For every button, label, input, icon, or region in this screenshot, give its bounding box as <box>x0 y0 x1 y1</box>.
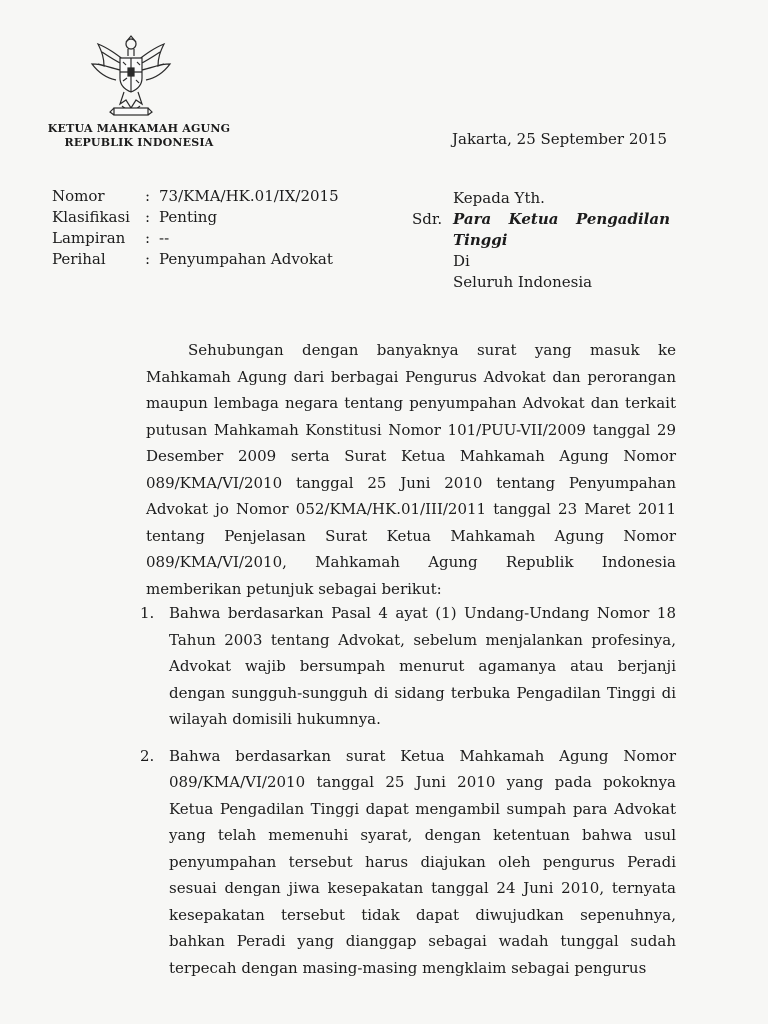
recipient-prefix: Sdr. <box>412 210 443 228</box>
meta-label: Perihal <box>52 250 106 268</box>
recipient-location-prefix: Di <box>453 252 470 270</box>
list-item-number: 1. <box>140 604 155 622</box>
list-item-text: Bahwa berdasarkan surat Ketua Mahkamah Agung Nomor 089/KMA/VI/2010 tanggal 25 Juni 2010 yang pada pokoknya Ketua Pengadilan Tinggi dapat mengambil sumpah para Advokat yang telah memenuhi syarat, dengan ketentuan bahwa usul penyumpahan tersebut harus diajukan oleh pengurus Peradi sesuai dengan jiwa kesepakatan tanggal 24 Juni 2010, ternyata kesepakatan tersebut tidak dapat diwujudkan sepenuhnya, bahkan Peradi yang dianggap sebagai wadah tunggal sudah terpecah dengan masing-masing mengklaim sebagai pengurus <box>169 746 676 977</box>
meta-label: Nomor <box>52 187 105 205</box>
letter-date: Jakarta, 25 September 2015 <box>452 130 667 148</box>
list-item-text: Bahwa berdasarkan Pasal 4 ayat (1) Undang-Undang Nomor 18 Tahun 2003 tentang Advokat, sebelum menjalankan profesinya, Advokat wajib bersumpah menurut agamanya atau berjanji dengan sungguh-sungguh di sidang terbuka Pengadilan Tinggi di wilayah domisili hukumnya. <box>169 604 676 728</box>
list-item-number: 2. <box>140 746 155 765</box>
recipient-location: Seluruh Indonesia <box>453 273 593 291</box>
letter-body <box>146 337 676 602</box>
list-item <box>140 743 676 982</box>
institution-name <box>34 122 244 150</box>
meta-row-klasifikasi <box>52 207 339 228</box>
letter-meta <box>52 186 339 270</box>
recipient-name: Para Ketua Pengadilan <box>453 210 670 228</box>
meta-row-lampiran <box>52 228 339 249</box>
meta-colon: : <box>145 187 151 205</box>
recipient-name-cont: Tinggi <box>453 231 508 249</box>
meta-value: -- <box>159 229 170 247</box>
meta-label: Lampiran <box>52 229 126 247</box>
recipient-block <box>412 188 672 293</box>
meta-colon: : <box>145 208 151 226</box>
meta-colon: : <box>145 229 151 247</box>
meta-row-perihal <box>52 249 339 270</box>
meta-row-nomor <box>52 186 339 207</box>
meta-colon: : <box>145 250 151 268</box>
instruction-list <box>140 600 676 991</box>
recipient-name-row <box>412 209 672 230</box>
recipient-greeting: Kepada Yth. <box>453 189 545 207</box>
meta-value: Penting <box>159 208 218 226</box>
meta-value: 73/KMA/HK.01/IX/2015 <box>159 187 339 205</box>
intro-paragraph: Sehubungan dengan banyaknya surat yang masuk ke Mahkamah Agung dari berbagai Pengurus Advokat dan perorangan maupun lembaga negara tentang penyumpahan Advokat dan terkait putusan Mahkamah Konstitusi Nomor 101/PUU-VII/2009 tanggal 29 Desember 2009 serta Surat Ketua Mahkamah Agung Nomor 089/KMA/VI/2010 tanggal 25 Juni 2010 tentang Penyumpahan Advokat jo Nomor 052/KMA/HK.01/III/2011 tanggal 23 Maret 2011 tentang Penjelasan Surat Ketua Mahkamah Agung Nomor 089/KMA/VI/2010, Mahkamah Agung Republik Indonesia memberikan petunjuk sebagai berikut: <box>146 341 676 598</box>
list-item <box>140 600 676 733</box>
meta-value: Penyumpahan Advokat <box>159 250 333 268</box>
garuda-emblem-icon <box>86 34 176 118</box>
institution-line2: REPUBLIK INDONESIA <box>64 136 214 149</box>
institution-line1: KETUA MAHKAMAH AGUNG <box>47 122 231 135</box>
meta-label: Klasifikasi <box>52 208 130 226</box>
